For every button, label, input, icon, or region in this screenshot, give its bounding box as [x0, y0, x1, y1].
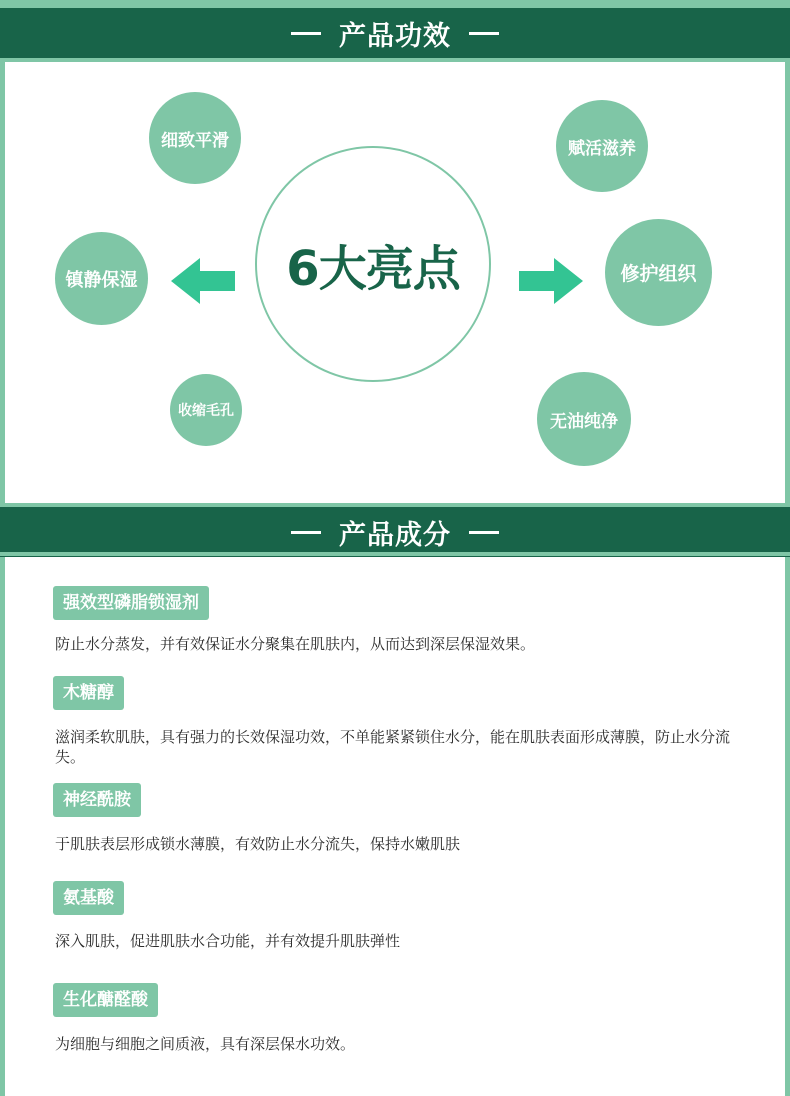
highlight-label: 修护组织: [620, 263, 697, 285]
highlight-label: 收缩毛孔: [178, 403, 234, 419]
effects-header: [0, 8, 790, 58]
right-arrow-icon: [519, 258, 583, 304]
ingredient-tag: 强效型磷脂锁湿剂: [53, 586, 209, 620]
ingredient-description: 为细胞与细胞之间质液，具有深层保水功效。: [55, 1035, 356, 1053]
ingredient-description: 于肌肤表层形成锁水薄膜，有效防止水分流失，保持水嫩肌肤: [55, 835, 461, 853]
highlight-label: 无油纯净: [550, 411, 618, 432]
ingredient-tag: 氨基酸: [53, 881, 124, 915]
effects-title: 产品功效: [339, 20, 451, 52]
ingredient-tag: 木糖醇: [53, 676, 124, 710]
ingredient-description: 防止水分蒸发，并有效保证水分聚集在肌肤内，从而达到深层保湿效果。: [55, 635, 536, 653]
header-dash-left: [291, 531, 321, 534]
ingredients-title: 产品成分: [339, 519, 451, 551]
header-underline: [0, 552, 790, 556]
left-arrow-icon: [171, 258, 235, 304]
header-dash-right: [469, 32, 499, 35]
header-underline: [0, 58, 790, 62]
ingredient-tag: 生化醣醛酸: [53, 983, 158, 1017]
highlight-label: 赋活滋养: [568, 138, 636, 159]
header-dash-left: [291, 32, 321, 35]
highlight-bubble-pores: [170, 374, 242, 446]
highlight-bubble-oilfree: [537, 372, 631, 466]
ingredients-header: [0, 507, 790, 557]
highlight-bubble-smooth: [149, 92, 241, 184]
highlights-center-circle: [255, 146, 491, 382]
header-dash-right: [469, 531, 499, 534]
highlight-bubble-repair: [605, 219, 712, 326]
ingredient-tag: 神经酰胺: [53, 783, 141, 817]
highlight-bubble-soothe: [55, 232, 148, 325]
highlight-label: 镇静保湿: [65, 269, 138, 291]
ingredient-description: 深入肌肤，促进肌肤水合功能，并有效提升肌肤弹性: [55, 932, 401, 950]
highlight-bubble-nourish: [556, 100, 648, 192]
highlights-center-text: 6大亮点: [286, 240, 460, 297]
highlight-label: 细致平滑: [161, 130, 229, 151]
frame-top-border: [0, 0, 790, 8]
ingredient-description: 滋润柔软肌肤，具有强力的长效保湿功效，不单能紧紧锁住水分，能在肌肤表面形成薄膜，防止水分流失。: [55, 728, 731, 766]
